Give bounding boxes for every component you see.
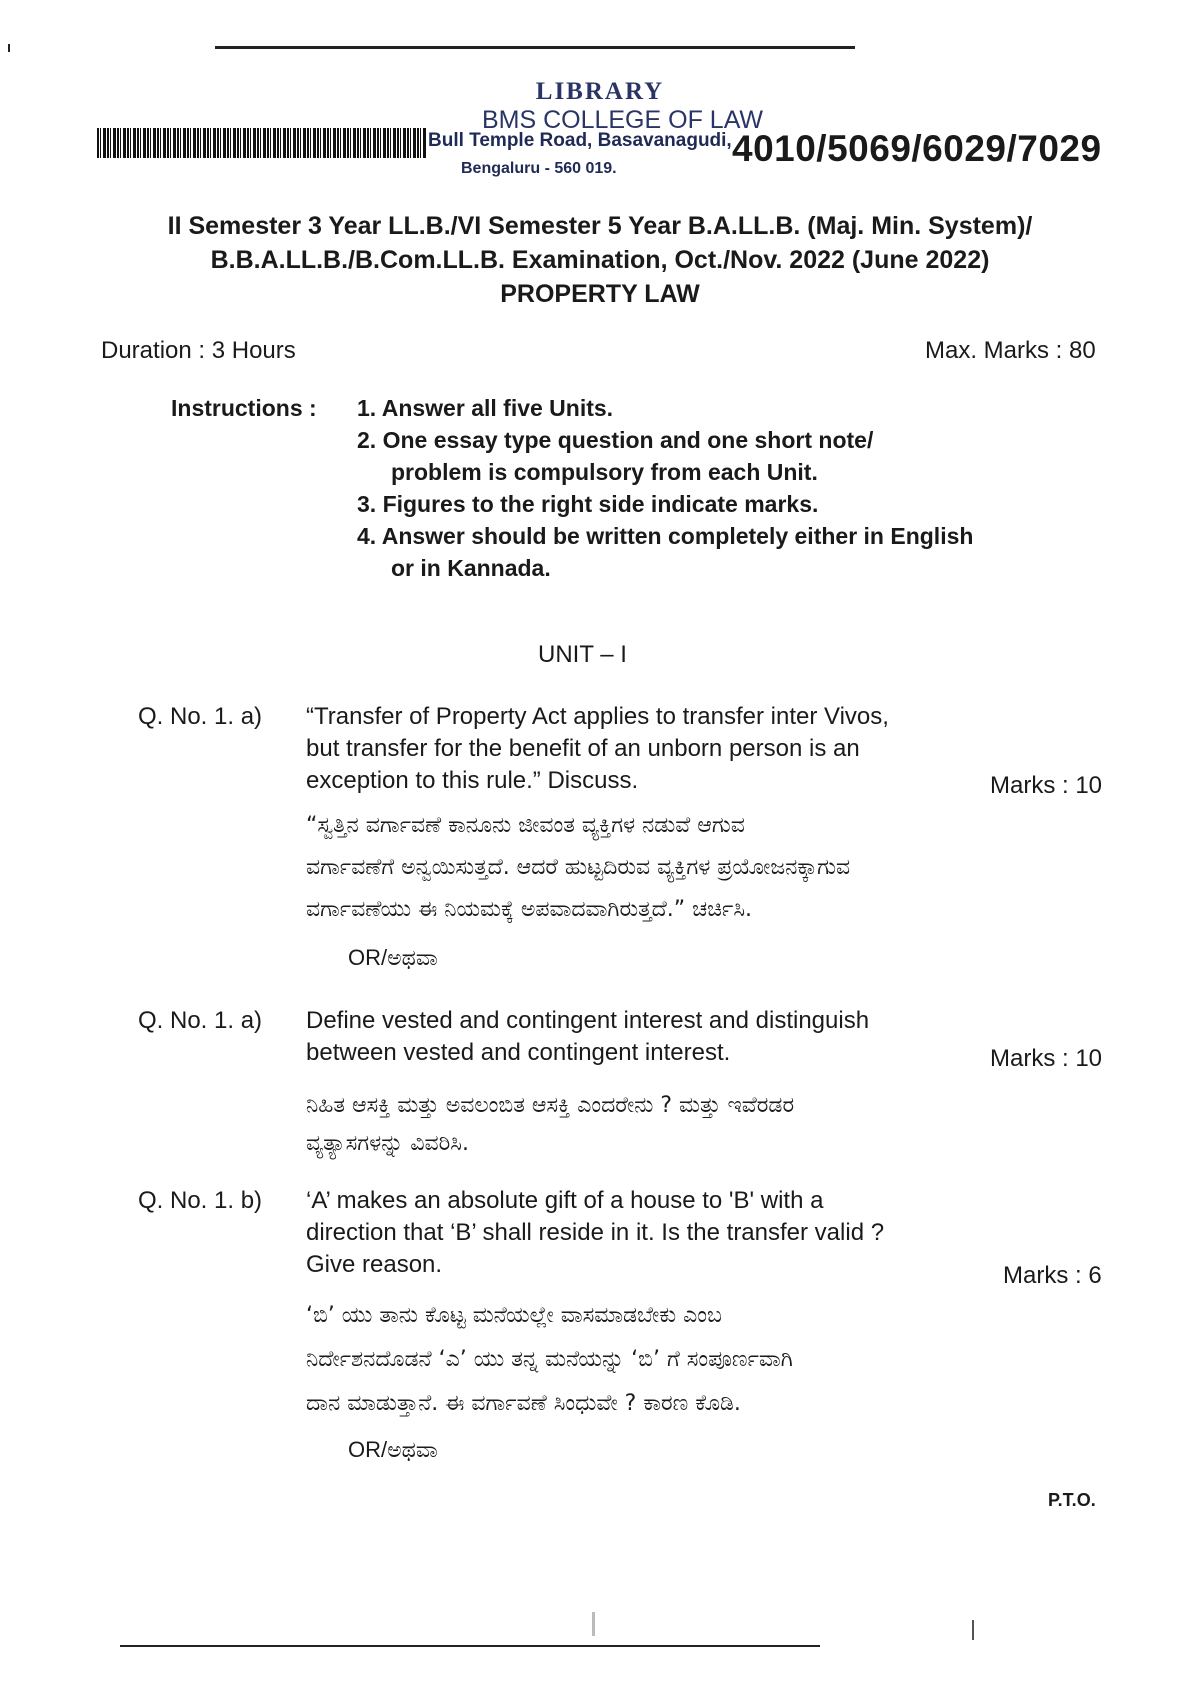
library-stamp-city: Bengaluru - 560 019. [461,160,617,177]
question-kannada-line: ವರ್ಗಾವಣೆಗೆ ಅನ್ವಯಿಸುತ್ತದೆ. ಆದರೆ ಹುಟ್ಟದಿರುವ ವ್ಯಕ್ತಿಗಳ ಪ್ರಯೋಜನಕ್ಕಾಗುವ [306,855,851,880]
scan-mark [592,1612,595,1636]
or-separator: OR/ಅಥವಾ [348,945,438,970]
instruction-item: 3. Figures to the right side indicate marks. [357,491,819,517]
bottom-rule [120,1645,820,1647]
scan-mark [8,44,10,52]
question-kannada-line: ‘ಬಿ’ ಯು ತಾನು ಕೊಟ್ಟ ಮನೆಯಲ್ಲೇ ವಾಸಮಾಡಬೇಕು ಎಂಬ [306,1303,722,1328]
library-stamp-address: Bull Temple Road, Basavanagudi, [428,130,732,151]
instruction-item: 1. Answer all five Units. [357,395,614,421]
subject-title: PROPERTY LAW [500,280,700,308]
question-number: Q. No. 1. b) [138,1187,263,1214]
question-kannada-line: ವ್ಯತ್ಯಾಸಗಳನ್ನು ವಿವರಿಸಿ. [306,1131,469,1156]
question-text-line: “Transfer of Property Act applies to transfer inter Vivos, [306,703,889,730]
question-kannada-line: ವರ್ಗಾವಣೆಯು ಈ ನಿಯಮಕ್ಕೆ ಅಪವಾದವಾಗಿರುತ್ತದೆ.” ಚರ್ಚಿಸಿ. [306,897,752,922]
question-kannada-line: ನಿಹಿತ ಆಸಕ್ತಿ ಮತ್ತು ಅವಲಂಬಿತ ಆಸಕ್ತಿ ಎಂದರೇನು ? ಮತ್ತು ಇವೆರಡರ [306,1093,795,1118]
library-stamp-title: LIBRARY [535,78,665,105]
or-separator: OR/ಅಥವಾ [348,1437,438,1462]
instructions-label: Instructions : [171,395,317,421]
question-kannada-line: “ಸ್ವತ್ತಿನ ವರ್ಗಾವಣೆ ಕಾನೂನು ಜೀವಂತ ವ್ಯಕ್ತಿಗಳ ನಡುವೆ ಆಗುವ [306,813,745,838]
question-marks: Marks : 10 [990,1045,1103,1072]
college-name: BMS COLLEGE OF LAW [481,106,764,134]
exam-header-line-2: B.B.A.LL.B./B.Com.LL.B. Examination, Oct./Nov. 2022 (June 2022) [210,246,990,274]
question-text-line: exception to this rule.” Discuss. [306,767,639,794]
page-turn-over: P.T.O. [1048,1490,1096,1510]
question-marks: Marks : 6 [1003,1262,1102,1289]
question-kannada-line: ನಿರ್ದೇಶನದೊಡನೆ ‘ಎ’ ಯು ತನ್ನ ಮನೆಯನ್ನು ‘ಬಿ’ ಗೆ ಸಂಪೂರ್ಣವಾಗಿ [306,1347,793,1372]
top-rule [215,46,855,49]
barcode [97,128,427,158]
question-text-line: direction that ‘B’ shall reside in it. Is the transfer valid ? [306,1219,885,1246]
paper-code: 4010/5069/6029/7029 [732,128,1102,169]
instruction-item: 2. One essay type question and one short note/ [357,427,874,453]
question-marks: Marks : 10 [990,772,1103,799]
question-text-line: but transfer for the benefit of an unborn person is an [306,735,860,762]
question-text-line: ‘A’ makes an absolute gift of a house to 'B' with a [306,1187,824,1214]
exam-header-line-1: II Semester 3 Year LL.B./VI Semester 5 Year B.A.LL.B. (Maj. Min. System)/ [167,212,1033,240]
instruction-item: or in Kannada. [391,555,551,581]
question-number: Q. No. 1. a) [138,703,263,730]
question-text-line: between vested and contingent interest. [306,1039,731,1066]
question-text-line: Give reason. [306,1251,443,1278]
question-number: Q. No. 1. a) [138,1007,263,1034]
instruction-item: 4. Answer should be written completely either in English [357,523,974,549]
scan-mark [972,1620,974,1640]
max-marks: Max. Marks : 80 [925,337,1096,364]
unit-title: UNIT – I [538,641,627,668]
duration: Duration : 3 Hours [101,337,296,364]
instruction-item: problem is compulsory from each Unit. [391,459,818,485]
question-kannada-line: ದಾನ ಮಾಡುತ್ತಾನೆ. ಈ ವರ್ಗಾವಣೆ ಸಿಂಧುವೇ ? ಕಾರಣ ಕೊಡಿ. [306,1391,741,1416]
question-text-line: Define vested and contingent interest and distinguish [306,1007,870,1034]
